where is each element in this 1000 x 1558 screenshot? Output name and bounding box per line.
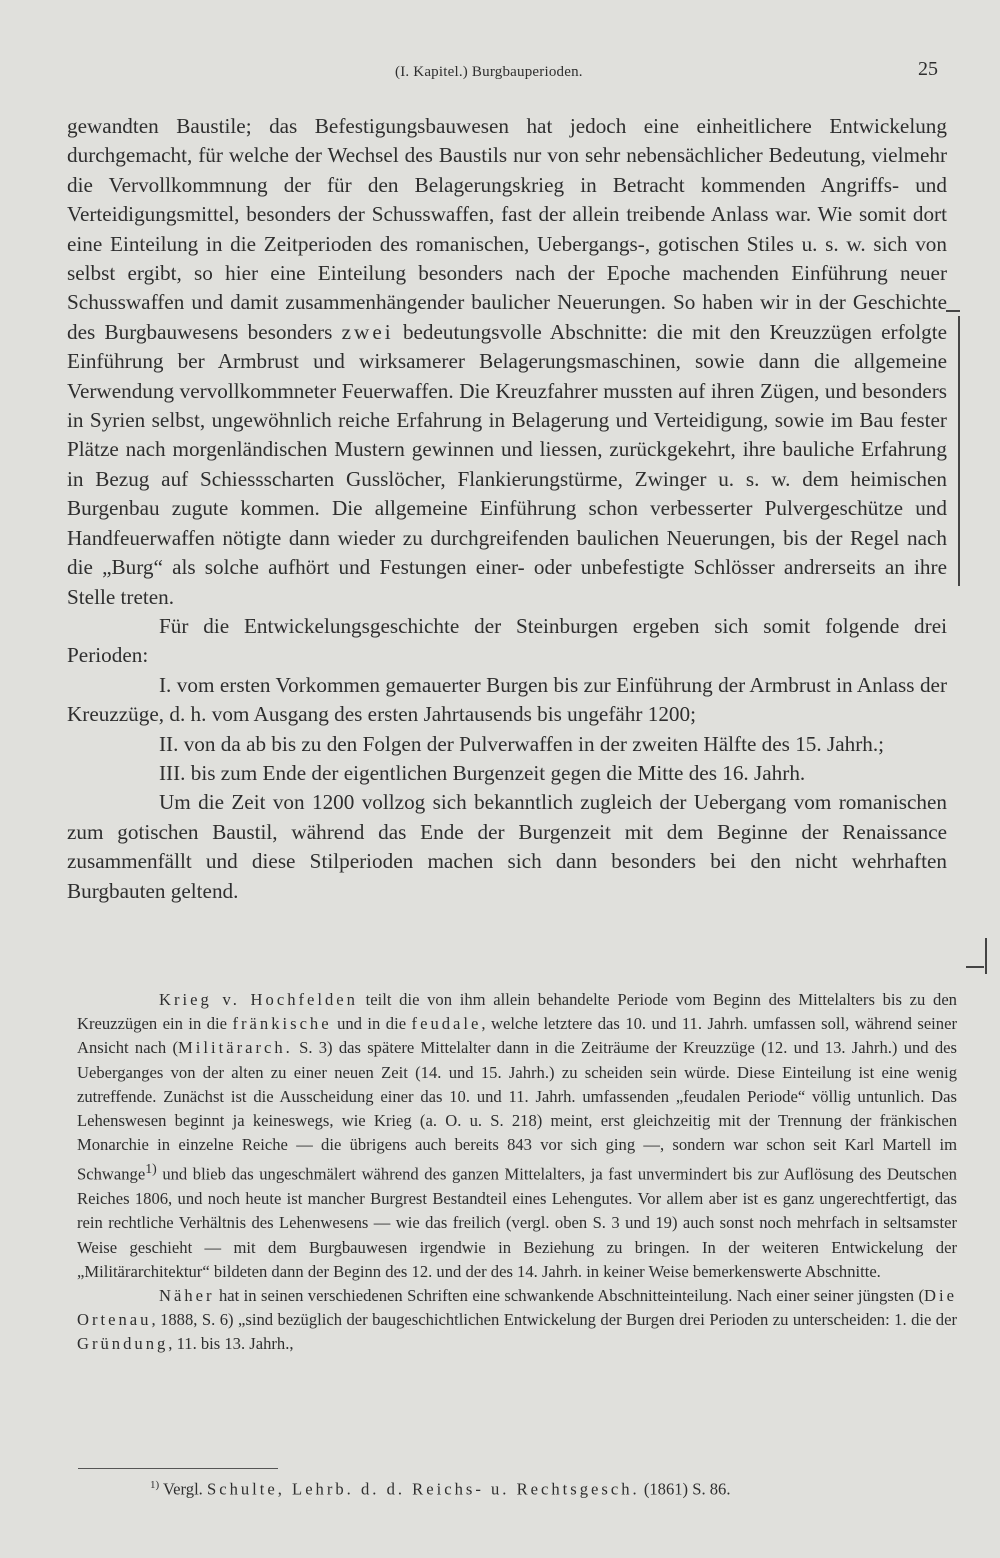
note-1	[77, 988, 957, 1284]
note-2-text-b: , 1888, S. 6) „sind bezüglich der baugeschichtlichen Entwickelung der Burgen drei Perioden zu unterscheiden: 1. die der	[151, 1310, 957, 1330]
note-2-author: Näher	[159, 1285, 215, 1305]
notes-section	[77, 988, 957, 1357]
paragraph-1-rest: bedeutungsvolle Abschnitte: die mit den Kreuzzügen erfolgte Einführung ber Armbrust und wirksamerer Belagerungsmaschinen, sowie dann die allgemeine Verwendung vervollkommneter Feuerwaffen. Die Kreuzfahrer mussten auf ihren Zügen, und besonders in Syrien selbst, ungewöhnlich reiche Erfahrung in Belagerung und Verteidigung, sowie im Bau fester Plätze nach morgenländischen Mustern gewinnen und liessen, zurückgekehrt, ihre bauliche Erfahrung in Bezug auf Schiessscharten Gusslöcher, Flankierungstürme, Zwinger u. s. w. dem heimischen Burgenbau zugute kommen. Die allgemeine Einführung schon verbesserter Pulvergeschütze und Handfeuerwaffen nötigte dann wieder zu durchgreifenden baulichen Neuerungen, bis der Regel nach die „Burg“ als solche aufhört und Festungen einer- oder unbefestigte Schlösser andrerseits an ihre Stelle treten.	[67, 319, 948, 609]
footnote-reference[interactable]: 1)	[145, 1161, 157, 1177]
paragraph-6: Um die Zeit von 1200 vollzog sich bekanntlich zugleich der Uebergang vom romanischen zum gotischen Baustil, während das Ende der Burgenzeit mit dem Beginne der Renaissance zusammenfällt und diese Stilperioden machen sich dann besonders bei den nicht wehrhaften Burgbauten geltend.	[67, 790, 947, 903]
margin-mark-lower-bracket	[985, 938, 987, 974]
note-2-title: Die Ortenau	[77, 1285, 957, 1330]
margin-mark-lower-tick	[966, 966, 984, 968]
page-number: 25	[918, 58, 938, 80]
paragraph-1	[67, 112, 947, 612]
margin-mark-upper-bracket	[958, 316, 960, 586]
footnote-text-b: (1861) S. 86.	[643, 1479, 731, 1499]
footnote-divider	[78, 1468, 278, 1469]
note-2-text-a: hat in seinen verschiedenen Schriften eine schwankende Abschnitteinteilung. Nach einer seiner jüngsten (	[218, 1285, 925, 1305]
footnote-mark: 1)	[150, 1479, 160, 1491]
note-2-term: Gründung	[77, 1334, 169, 1354]
running-head: (I. Kapitel.) Burgbauperioden.	[395, 64, 583, 80]
footnote	[150, 1474, 731, 1501]
period-2: II. von da ab bis zu den Folgen der Pulverwaffen in der zweiten Hälfte des 15. Jahrh.;	[159, 731, 885, 756]
paragraph-2: Für die Entwickelungsgeschichte der Steinburgen ergeben sich somit folgende drei Perioden:	[67, 613, 947, 668]
paragraph-1-text: gewandten Baustile; das Befestigungsbauwesen hat jedoch eine einheitlichere Entwickelung durchgemacht, für welche der Wechsel des Baustils nur von sehr nebensächlicher Bedeutung, vielmehr die Vervollkommnung der für den Belagerungskrieg in Betracht kommenden Angriffs- und Verteidigungsmittel, besonders der Schusswaffen, fast der allein treibende Anlass war. Wie somit dort eine Einteilung in die Zeitperioden des romanischen, Uebergangs-, gotischen Stiles u. s. w. sich von selbst ergibt, so hier eine Einteilung besonders nach der Epoche machenden Einführung neuer Schusswaffen und damit zusammenhängender baulicher Neuerungen. So haben wir in der Geschichte des Burgbauwesens besonders	[67, 114, 947, 344]
note-1-term-feudale: feudale	[411, 1014, 482, 1034]
note-2	[77, 1284, 957, 1357]
period-1: I. vom ersten Vorkommen gemauerter Burgen bis zur Einführung der Armbrust in Anlass der Kreuzzüge, d. h. vom Ausgang des ersten Jahrtausends bis ungefähr 1200;	[67, 672, 947, 727]
main-text	[67, 112, 947, 906]
spaced-word-zwei: zwei	[341, 319, 394, 344]
note-1-text-a: teilt die von ihm allein behandelte Periode vom Beginn des Mittelalters bis zu den Kreuzzügen ein in die	[77, 990, 957, 1034]
footnote-text-a: Vergl.	[163, 1479, 203, 1499]
page-header	[0, 0, 1000, 100]
note-1-text-b: und in die	[337, 1014, 407, 1034]
note-1-text-c: , welche letztere das 10. und 11. Jahrh. umfassen soll, während seiner Ansicht nach (	[77, 1014, 957, 1058]
note-2-text-c: , 11. bis 13. Jahrh.,	[168, 1334, 294, 1354]
margin-mark-upper-tick	[946, 310, 960, 312]
note-1-text-d: S. 3) das spätere Mittelalter dann in die Zeiträume der Kreuzzüge (12. und 13. Jahrh.) und des Ueberganges von der alten zu einer neuen Zeit (14. und 15. Jahrh.) zu scheiden sein würde. Diese Einteilung ist eine wenig zutreffende. Zunächst ist die Ausscheidung einer das 10. und 11. Jahrh. umfassenden „feudalen Periode“ völlig untunlich. Das Lehenswesen beginnt ja keineswegs, wie Krieg (a. O. u. S. 218) meint, erst gleichzeitig mit der Trennung der fränkischen Monarchie in einzelne Reiche — die übrigens auch bereits 843 vor sich ging —, sondern war schon seit Karl Martell im Schwange	[77, 1038, 957, 1184]
footnote-author: Schulte, Lehrb. d. d. Reichs- u. Rechtsgesch.	[206, 1479, 640, 1499]
note-1-term-frankische: fränkische	[232, 1014, 332, 1034]
note-1-text-e: und blieb das ungeschmälert während des ganzen Mittelalters, ja fast unvermindert bis zur Auflösung des Deutschen Reiches 1806, und noch heute ist mancher Burgrest Bestandteil eines Lehengutes. Vor allem aber ist es ganz ungerechtfertigt, das rein rechtliche Verhältnis des Lehenwesens — wie das freilich (vergl. oben S. 3 und 19) auch sonst noch mehrfach in seltsamster Weise geschieht — mit dem Burgbauwesen irgendwie in Beziehung zu bringen. In der weiteren Entwickelung der „Militärarchitektur“ bildeten dann der Beginn des 12. und der des 14. Jahrh. in keiner Weise bemerkenswerte Abschnitte.	[77, 1164, 957, 1281]
note-1-author: Krieg v. Hochfelden	[159, 990, 358, 1009]
period-3: III. bis zum Ende der eigentlichen Burgenzeit gegen die Mitte des 16. Jahrh.	[159, 760, 806, 785]
note-1-ref: Militärarch.	[178, 1038, 293, 1058]
